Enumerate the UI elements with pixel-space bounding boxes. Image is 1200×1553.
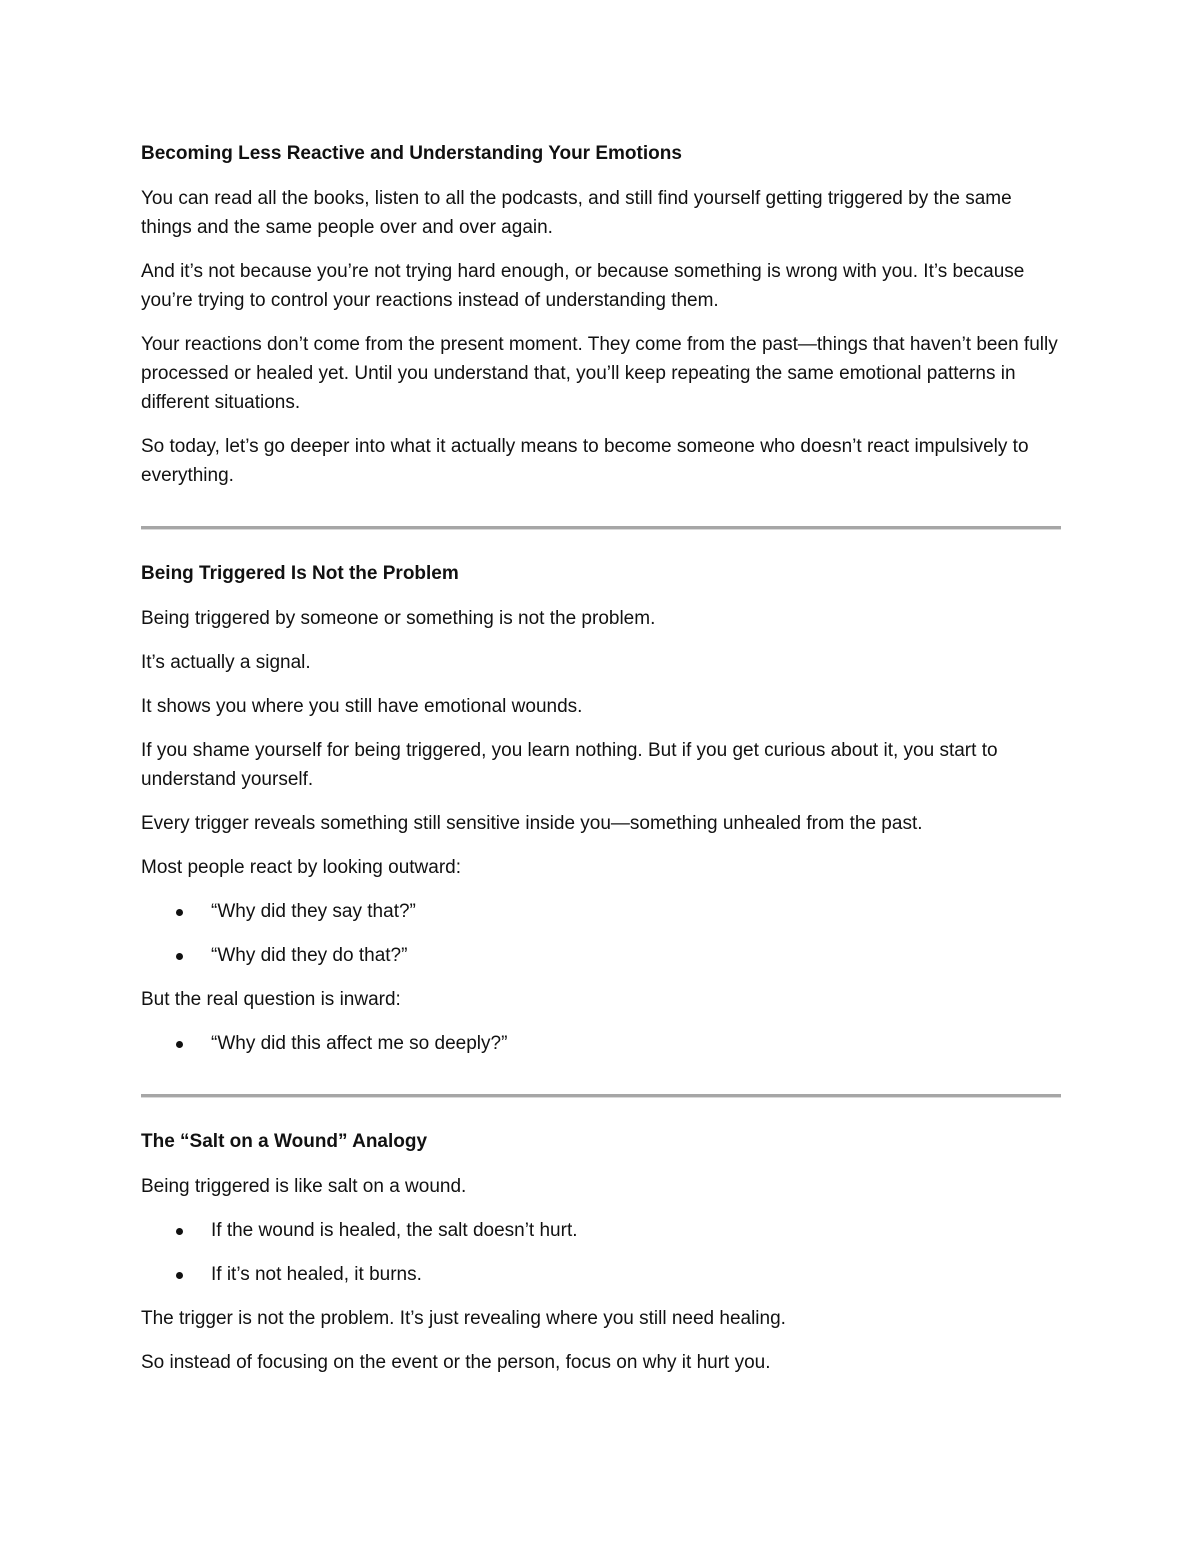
list-item-text: “Why did they do that?”: [211, 945, 408, 966]
bullet-list-salt: [141, 1216, 1061, 1289]
paragraph: It shows you where you still have emotional wounds.: [141, 696, 583, 717]
horizontal-divider: [141, 1094, 1061, 1098]
paragraph: Being triggered by someone or something is not the problem.: [141, 608, 656, 629]
paragraph: Every trigger reveals something still sensitive inside you—something unhealed from the past.: [141, 813, 923, 834]
list-item-text: “Why did they say that?”: [211, 901, 416, 922]
section-heading-being-triggered: Being Triggered Is Not the Problem: [141, 563, 459, 584]
list-item-text: “Why did this affect me so deeply?”: [211, 1033, 508, 1054]
list-item-text: If the wound is healed, the salt doesn’t hurt.: [211, 1220, 578, 1241]
bullet-list-inward: [141, 1029, 1061, 1058]
paragraph: Your reactions don’t come from the present moment. They come from the past—things that haven’t been fully processed or healed yet. Until you understand that, you’ll keep repeating the same emotional patterns in different situations.: [141, 334, 1058, 413]
bullet-icon: [176, 1272, 183, 1279]
paragraph: But the real question is inward:: [141, 989, 401, 1010]
list-item: [141, 1216, 1061, 1245]
paragraph: If you shame yourself for being triggered, you learn nothing. But if you get curious about it, you start to understand yourself.: [141, 740, 998, 790]
paragraph: You can read all the books, listen to all the podcasts, and still find yourself getting triggered by the same things and the same people over and over again.: [141, 188, 1012, 238]
list-item-text: If it’s not healed, it burns.: [211, 1264, 422, 1285]
section-heading-salt-on-a-wound: The “Salt on a Wound” Analogy: [141, 1131, 428, 1152]
list-item: [141, 897, 1061, 926]
horizontal-divider: [141, 526, 1061, 530]
bullet-list-outward: [141, 897, 1061, 970]
section-heading-becoming-less-reactive: Becoming Less Reactive and Understanding Your Emotions: [141, 143, 682, 164]
paragraph: The trigger is not the problem. It’s just revealing where you still need healing.: [141, 1308, 786, 1329]
bullet-icon: [176, 1228, 183, 1235]
bullet-icon: [176, 909, 183, 916]
paragraph: Most people react by looking outward:: [141, 857, 462, 878]
paragraph: Being triggered is like salt on a wound.: [141, 1176, 467, 1197]
list-item: [141, 1260, 1061, 1289]
paragraph: So today, let’s go deeper into what it actually means to become someone who doesn’t react impulsively to everything.: [141, 436, 1029, 486]
document-page: [141, 140, 1061, 1392]
paragraph: So instead of focusing on the event or the person, focus on why it hurt you.: [141, 1352, 771, 1373]
list-item: [141, 941, 1061, 970]
bullet-icon: [176, 953, 183, 960]
paragraph: It’s actually a signal.: [141, 652, 311, 673]
bullet-icon: [176, 1041, 183, 1048]
paragraph: And it’s not because you’re not trying hard enough, or because something is wrong with you. It’s because you’re trying to control your reactions instead of understanding them.: [141, 261, 1025, 311]
list-item: [141, 1029, 1061, 1058]
